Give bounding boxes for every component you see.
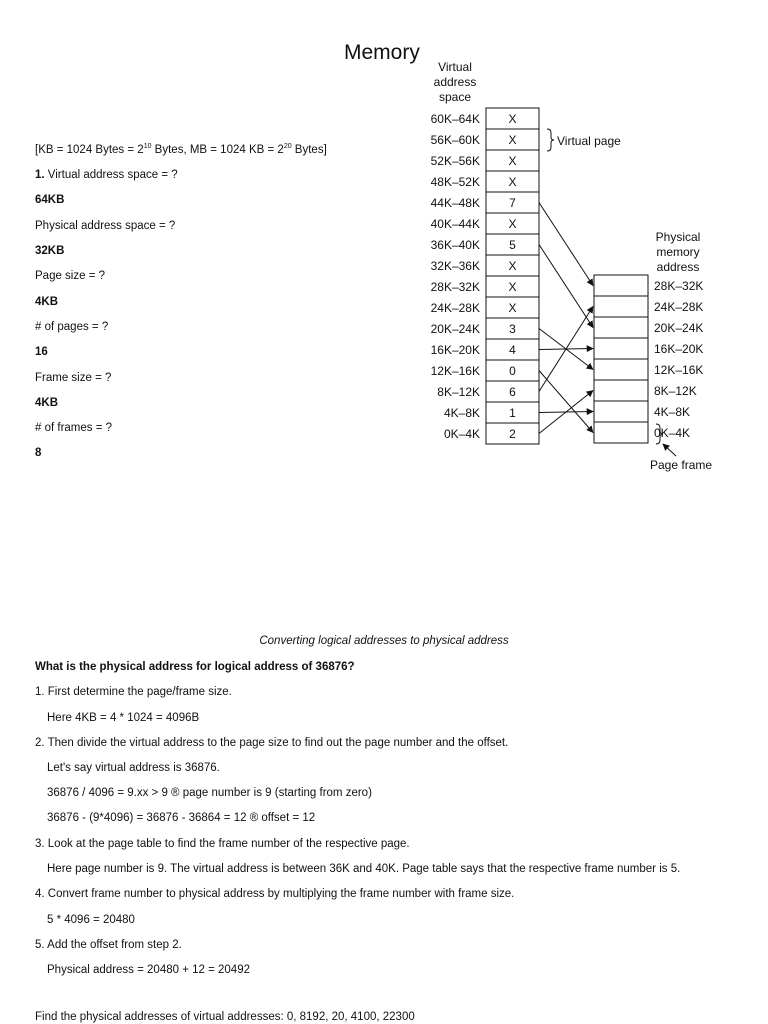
page-table-entry: 1	[509, 406, 516, 420]
step-3-detail: Here page number is 9. The virtual address is between 36K and 40K. Page table says that the respective frame number is 5.	[47, 863, 681, 875]
page-frame-cell	[594, 380, 648, 401]
physical-range-label: 12K–16K	[654, 363, 704, 377]
step-1: 1. First determine the page/frame size.	[35, 686, 232, 698]
virtual-range-label: 48K–52K	[430, 175, 480, 189]
answer-page-size: 4KB	[35, 296, 59, 308]
virtual-page-brace	[547, 129, 554, 151]
step-2-detail-2: 36876 / 4096 = 9.xx > 9 ® page number is 9 (starting from zero)	[47, 787, 372, 799]
answer-virtual-space: 64KB	[35, 194, 65, 206]
step-5-detail: Physical address = 20480 + 12 = 20492	[47, 964, 250, 976]
step-2-detail-3: 36876 - (9*4096) = 36876 - 36864 = 12 ® offset = 12	[47, 812, 316, 824]
virtual-range-label: 8K–12K	[437, 385, 480, 399]
mapping-arrow	[539, 371, 593, 433]
page-frame-cell	[594, 401, 648, 422]
mapping-arrow	[539, 203, 593, 286]
page-table-entry: 7	[509, 196, 516, 210]
virtual-page-label: Virtual page	[557, 134, 621, 148]
virtual-range-label: 4K–8K	[443, 406, 480, 420]
page-table-entry: X	[508, 280, 517, 294]
virtual-range-label: 0K–4K	[443, 427, 480, 441]
page-table-entry: X	[508, 133, 517, 147]
physical-range-label: 28K–32K	[654, 279, 704, 293]
units-note-exponent-2: 20	[283, 143, 292, 150]
question-text: Virtual address space = ?	[44, 169, 178, 181]
physical-rows	[594, 275, 703, 443]
mapping-arrow	[539, 245, 593, 328]
virtual-range-label: 40K–44K	[430, 217, 480, 231]
page-frame-label: Page frame	[650, 458, 713, 472]
page-table-entry: 4	[509, 343, 516, 357]
virtual-range-label: 36K–40K	[430, 238, 480, 252]
virtual-title-line-2: address	[433, 75, 477, 89]
virtual-range-label: 56K–60K	[430, 133, 480, 147]
virtual-range-label: 28K–32K	[430, 280, 480, 294]
physical-range-label: 16K–20K	[654, 342, 704, 356]
page-frame-pointer	[663, 444, 676, 456]
physical-range-label: 4K–8K	[654, 405, 691, 419]
virtual-range-label: 16K–20K	[430, 343, 480, 357]
step-3: 3. Look at the page table to find the frame number of the respective page.	[35, 838, 410, 850]
physical-title-line-1: Physical	[655, 230, 701, 244]
page-frame-cell	[594, 422, 648, 443]
question-num-pages: # of pages = ?	[35, 321, 109, 333]
answer-num-pages: 16	[35, 346, 48, 358]
question-page-size: Page size = ?	[35, 270, 106, 282]
question-physical-space: Physical address space = ?	[35, 220, 176, 232]
page-table-entry: 6	[509, 385, 516, 399]
page-table-entry: X	[508, 175, 517, 189]
page-table-entry: 5	[509, 238, 516, 252]
page-title: Memory	[344, 41, 420, 64]
step-4: 4. Convert frame number to physical address by multiplying the frame number with frame size.	[35, 888, 515, 900]
answer-num-frames: 8	[35, 447, 42, 459]
exercise: Find the physical addresses of virtual addresses: 0, 8192, 20, 4100, 22300	[35, 1011, 415, 1023]
page-table-entry: 0	[509, 364, 516, 378]
page-frame-cell	[594, 296, 648, 317]
physical-title-line-3: address	[656, 260, 700, 274]
answer-frame-size: 4KB	[35, 397, 59, 409]
physical-range-label: 0K–4K	[654, 426, 691, 440]
physical-range-label: 20K–24K	[654, 321, 704, 335]
page-table-entry: X	[508, 154, 517, 168]
units-note-suffix: Bytes]	[291, 144, 327, 156]
answer-physical-space: 32KB	[35, 245, 65, 257]
page-table-entry: X	[508, 112, 517, 126]
page-frame-cell	[594, 338, 648, 359]
virtual-rows	[431, 108, 539, 444]
units-note-exponent-1: 10	[143, 143, 152, 150]
step-5: 5. Add the offset from step 2.	[35, 939, 182, 951]
conversion-caption: Converting logical addresses to physical address	[259, 635, 509, 647]
virtual-range-label: 24K–28K	[430, 301, 480, 315]
units-note-prefix: [KB = 1024 Bytes = 2	[35, 144, 144, 156]
page-table-entry: 3	[509, 322, 516, 336]
step-2: 2. Then divide the virtual address to the page size to find out the page number and the offset.	[35, 737, 509, 749]
step-2-detail-1: Let's say virtual address is 36876.	[47, 762, 220, 774]
page-table-entry: X	[508, 301, 517, 315]
virtual-range-label: 60K–64K	[430, 112, 480, 126]
mapping-arrows	[539, 203, 593, 434]
units-note-middle: Bytes, MB = 1024 KB = 2	[151, 144, 284, 156]
virtual-range-label: 32K–36K	[430, 259, 480, 273]
page-frame-cell	[594, 317, 648, 338]
page-table-diagram	[0, 0, 768, 480]
physical-title-line-2: memory	[656, 245, 700, 259]
page-table-entry: X	[508, 259, 517, 273]
virtual-range-label: 52K–56K	[430, 154, 480, 168]
question-frame-size: Frame size = ?	[35, 372, 112, 384]
physical-range-label: 8K–12K	[654, 384, 697, 398]
virtual-range-label: 44K–48K	[430, 196, 480, 210]
question-number: 1.	[35, 169, 45, 181]
virtual-range-label: 12K–16K	[430, 364, 480, 378]
step-1-detail: Here 4KB = 4 * 1024 = 4096B	[47, 712, 200, 724]
virtual-title-line-3: space	[438, 90, 472, 104]
physical-range-label: 24K–28K	[654, 300, 704, 314]
virtual-title-line-1: Virtual	[438, 60, 472, 74]
page-table-entry: 2	[509, 427, 516, 441]
virtual-range-label: 20K–24K	[430, 322, 480, 336]
step-4-detail: 5 * 4096 = 20480	[47, 914, 135, 926]
page-table-entry: X	[508, 217, 517, 231]
question-num-frames: # of frames = ?	[35, 422, 113, 434]
page-frame-cell	[594, 275, 648, 296]
page-frame-cell	[594, 359, 648, 380]
conversion-question: What is the physical address for logical address of 36876?	[35, 661, 355, 673]
